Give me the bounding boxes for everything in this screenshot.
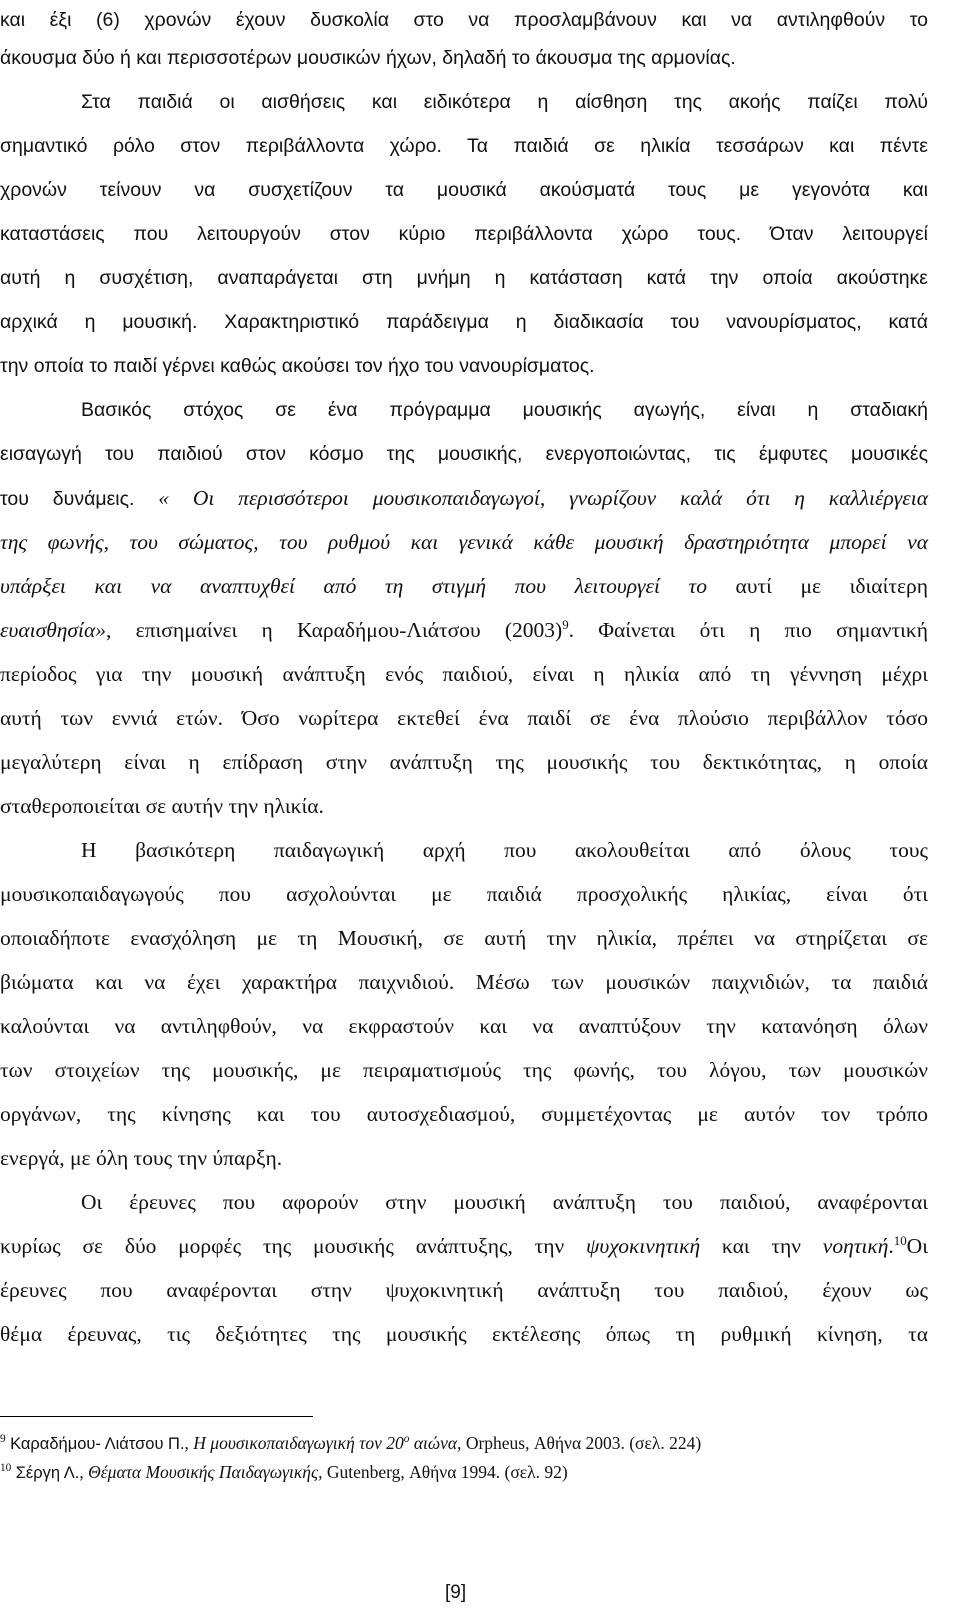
text-line: ενεργά, με όλη τους την ύπαρξη.	[0, 1146, 283, 1170]
page-number: [9]	[445, 1582, 467, 1603]
text-line: εισαγωγή του παιδιού στον κόσμο της μουσικής, ενεργοποιώντας, τις έμφυτες μουσικές	[0, 443, 928, 465]
footnote-title: Θέματα Μουσικής Παιδαγωγικής,	[88, 1462, 323, 1482]
quote-line	[0, 616, 928, 644]
text-line: περίοδος για την μουσική ανάπτυξη ενός παιδιού, είναι η ηλικία από τη γέννηση μέχρι	[0, 662, 928, 686]
footnote-author: Καραδήμου- Λιάτσου Π.	[10, 1435, 185, 1453]
text-line: και έξι (6) χρονών έχουν δυσκολία στο να προσλαμβάνουν και να αντιληφθούν το	[0, 9, 928, 31]
paragraph-first-line: Οι έρευνες που αφορούν στην μουσική ανάπτυξη του παιδιού, αναφέρονται	[81, 1190, 928, 1214]
footnote-publisher: Gutenberg, Αθήνα 1994. (σελ. 92)	[326, 1462, 568, 1482]
quote-italic: ευαισθησία»	[0, 618, 107, 642]
footnote-title: Η μουσικοπαιδαγωγική τον $20^o$ αιώνα,	[193, 1433, 462, 1453]
quote-line	[0, 484, 928, 512]
text-span: κυρίως σε δύο μορφές της μουσικής ανάπτυξης, την	[0, 1234, 586, 1258]
text-line: αρχικά η μουσική. Χαρακτηριστικό παράδειγμα η διαδικασία του νανουρίσματος, κατά	[0, 311, 928, 333]
quote-italic: « Οι περισσότεροι μουσικοπαιδαγωγοί, γνωρίζουν καλά ότι η καλλιέργεια	[158, 486, 928, 510]
text-line: των στοιχείων της μουσικής, με πειραματισμούς της φωνής, του λόγου, των μουσικών	[0, 1058, 928, 1082]
text-span: .	[888, 1234, 894, 1258]
text-line: σταθεροποιείται σε αυτήν την ηλικία.	[0, 794, 324, 818]
text-line: σημαντικό ρόλο στον περιβάλλοντα χώρο. Τα παιδιά σε ηλικία τεσσάρων και πέντε	[0, 135, 928, 157]
quote-italic: υπάρξει και να αναπτυχθεί από τη στιγμή που λειτουργεί το	[0, 574, 707, 598]
paragraph-first-line: Στα παιδιά οι αισθήσεις και ειδικότερα η αίσθηση της ακοής παίζει πολύ	[81, 91, 928, 113]
text-span: Οι	[906, 1234, 928, 1258]
footnote-publisher: Orpheus, Αθήνα 2003. (σελ. 224)	[465, 1433, 702, 1453]
text-line: αυτή των εννιά ετών. Όσο νωρίτερα εκτεθεί ένα παιδί σε ένα πλούσιο περιβάλλον τόσο	[0, 706, 928, 730]
text-line: την οποία το παιδί γέρνει καθώς ακούσει τον ήχο του νανουρίσματος.	[0, 355, 595, 377]
footnote-9: $^9$ Καραδήμου- Λιάτσου Π., Η μουσικοπαιδαγωγική τον $20^o$ αιώνα, Orpheus, Αθήνα 2003. (σελ. 224)	[0, 1433, 702, 1453]
text-line: καλούνται να αντιληφθούν, να εκφραστούν και να αναπτύξουν την κατανόηση όλων	[0, 1014, 928, 1038]
text-line: θέμα έρευνας, τις δεξιότητες της μουσικής εκτέλεσης όπως τη ρυθμική κίνηση, τα	[0, 1322, 928, 1346]
text-line: βιώματα και να έχει χαρακτήρα παιχνιδιού. Μέσω των μουσικών παιχνιδιών, τα παιδιά	[0, 970, 928, 994]
italic-term: νοητική	[822, 1234, 889, 1258]
footnote-number: 9	[0, 1433, 6, 1446]
footnote-10: $^{10}$ Σέργη Λ., Θέματα Μουσικής Παιδαγωγικής, Gutenberg, Αθήνα 1994. (σελ. 92)	[0, 1462, 568, 1482]
text-line: χρονών τείνουν να συσχετίζουν τα μουσικά ακούσματά τους με γεγονότα και	[0, 179, 928, 201]
text-span: αυτί με ιδιαίτερη	[706, 574, 928, 598]
footnote-separator	[0, 1416, 313, 1417]
text-line: οργάνων, της κίνησης και του αυτοσχεδιασμού, συμμετέχοντας με αυτόν τον τρόπο	[0, 1102, 928, 1126]
text-line	[0, 1232, 928, 1260]
footnote-number: 10	[0, 1462, 12, 1475]
text-span: και την	[700, 1234, 823, 1258]
text-span: . Φαίνεται ότι η πιο σημαντική	[568, 618, 928, 642]
text-line: οποιαδήποτε ενασχόληση με τη Μουσική, σε αυτή την ηλικία, πρέπει να στηρίζεται σε	[0, 926, 928, 950]
text-line: μεγαλύτερη είναι η επίδραση στην ανάπτυξη της μουσικής του δεκτικότητας, η οποία	[0, 750, 928, 774]
text-span: , επισημαίνει η Καραδήμου-Λιάτσου (2003)	[106, 618, 563, 642]
text-line: έρευνες που αναφέρονται στην ψυχοκινητική ανάπτυξη του παιδιού, έχουν ως	[0, 1278, 928, 1302]
paragraph-first-line: Βασικός στόχος σε ένα πρόγραμμα μουσικής αγωγής, είναι η σταδιακή	[81, 399, 928, 421]
text-line: άκουσμα δύο ή και περισσοτέρων μουσικών ήχων, δηλαδή το άκουσμα της αρμονίας.	[0, 47, 736, 69]
text-line: μουσικοπαιδαγωγούς που ασχολούνται με παιδιά προσχολικής ηλικίας, είναι ότι	[0, 882, 928, 906]
text-line: αυτή η συσχέτιση, αναπαράγεται στη μνήμη η κατάσταση κατά την οποία ακούστηκε	[0, 267, 928, 289]
footnote-author: Σέργη Λ.	[15, 1464, 80, 1482]
italic-term: ψυχοκινητική	[586, 1234, 701, 1258]
footnote-ref: 10	[893, 1233, 907, 1248]
footnote-ref: 9	[562, 617, 569, 632]
paragraph-first-line: Η βασικότερη παιδαγωγική αρχή που ακολουθείται από όλους τους	[81, 838, 928, 862]
text-span: του δυνάμεις.	[0, 488, 159, 510]
text-line: καταστάσεις που λειτουργούν στον κύριο περιβάλλοντα χώρο τους. Όταν λειτουργεί	[0, 223, 928, 245]
quote-line: της φωνής, του σώματος, του ρυθμού και γενικά κάθε μουσική δραστηριότητα μπορεί να	[0, 530, 928, 554]
quote-line	[0, 572, 928, 600]
